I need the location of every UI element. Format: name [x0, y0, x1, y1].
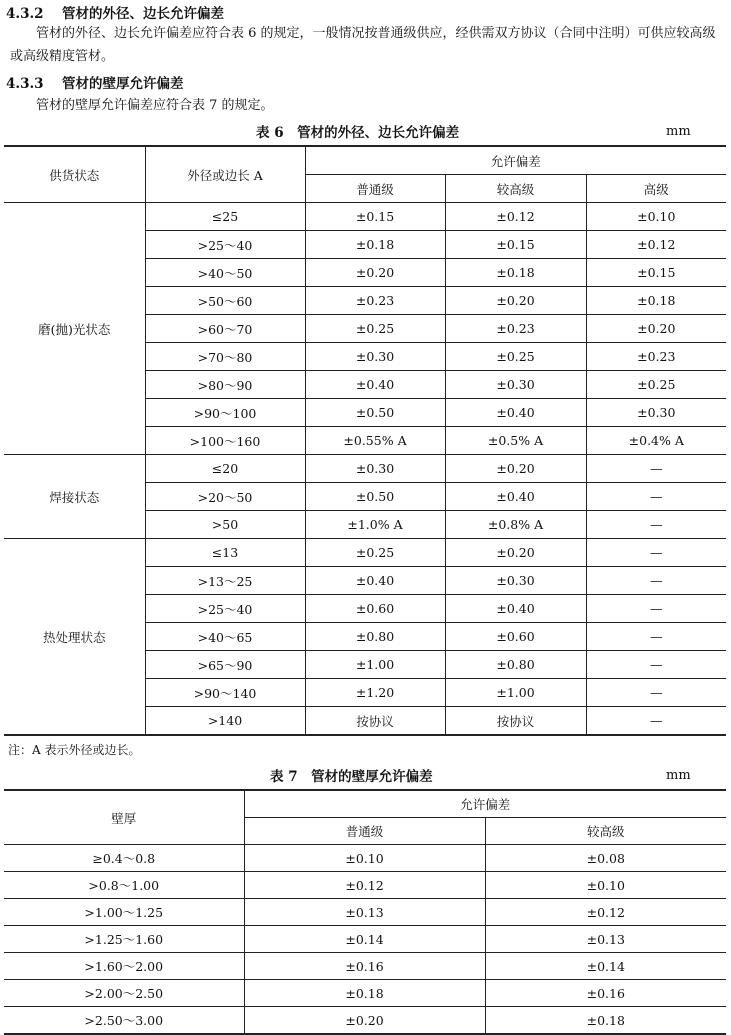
table6-caption: 表 6 管材的外径、边长允许偏差 [256, 125, 460, 141]
high-grade-cell: — [586, 567, 726, 595]
supply-state-cell: 焊接状态 [4, 455, 145, 539]
header-higher-grade: 较高级 [485, 818, 726, 845]
table6-unit: mm [666, 124, 691, 139]
normal-grade-cell: ±0.25 [305, 315, 445, 343]
wall-thickness-cell: >1.25～1.60 [4, 926, 244, 953]
high-grade-cell: — [586, 511, 726, 539]
normal-grade-cell: ±0.50 [305, 483, 445, 511]
section-heading-4-3-2 [6, 2, 224, 22]
header-wall-thickness: 壁厚 [4, 790, 244, 845]
high-grade-cell: ±0.15 [586, 259, 726, 287]
higher-grade-cell: ±0.20 [445, 287, 586, 315]
wall-thickness-cell: >0.8～1.00 [4, 872, 244, 899]
header-normal-grade: 普通级 [305, 175, 445, 203]
high-grade-cell: ±0.23 [586, 343, 726, 371]
supply-state-cell: 磨(抛)光状态 [4, 203, 145, 455]
wall-thickness-cell: >2.00～2.50 [4, 980, 244, 1007]
table7-wall-thickness-tolerance [4, 789, 726, 1035]
high-grade-cell: — [586, 679, 726, 707]
normal-grade-cell: ±0.10 [244, 845, 485, 872]
table6-note: 注：A 表示外径或边长。 [8, 743, 141, 757]
table-row [4, 980, 726, 1007]
normal-grade-cell: ±0.55% A [305, 427, 445, 455]
higher-grade-cell: ±0.20 [445, 455, 586, 483]
high-grade-cell: ±0.10 [586, 203, 726, 231]
normal-grade-cell: ±0.60 [305, 595, 445, 623]
higher-grade-cell: ±0.40 [445, 483, 586, 511]
table-row [4, 872, 726, 899]
header-supply-state: 供货状态 [4, 146, 145, 203]
high-grade-cell: — [586, 707, 726, 736]
normal-grade-cell: ±0.16 [244, 953, 485, 980]
outer-diameter-cell: ≤25 [145, 203, 305, 231]
higher-grade-cell: ±0.60 [445, 623, 586, 651]
header-higher-grade: 较高级 [445, 175, 586, 203]
header-outer-diameter: 外径或边长 A [145, 146, 305, 203]
normal-grade-cell: ±0.20 [244, 1007, 485, 1035]
normal-grade-cell: ±0.18 [305, 231, 445, 259]
high-grade-cell: — [586, 455, 726, 483]
table7-caption: 表 7 管材的壁厚允许偏差 [270, 769, 433, 785]
high-grade-cell: ±0.18 [586, 287, 726, 315]
higher-grade-cell: ±0.5% A [445, 427, 586, 455]
outer-diameter-cell: >100～160 [145, 427, 305, 455]
higher-grade-cell: ±0.18 [485, 1007, 726, 1035]
normal-grade-cell: ±1.20 [305, 679, 445, 707]
high-grade-cell: — [586, 651, 726, 679]
higher-grade-cell: ±0.40 [445, 595, 586, 623]
normal-grade-cell: ±0.40 [305, 567, 445, 595]
outer-diameter-cell: >50 [145, 511, 305, 539]
outer-diameter-cell: ≤20 [145, 455, 305, 483]
high-grade-cell: ±0.12 [586, 231, 726, 259]
outer-diameter-cell: >65～90 [145, 651, 305, 679]
normal-grade-cell: ±0.30 [305, 343, 445, 371]
header-tolerance: 允许偏差 [305, 146, 726, 175]
table-row [4, 1007, 726, 1035]
table-row [4, 203, 726, 231]
table-row [4, 455, 726, 483]
section-title: 管材的外径、边长允许偏差 [62, 6, 224, 22]
higher-grade-cell: ±0.18 [445, 259, 586, 287]
normal-grade-cell: ±1.00 [305, 651, 445, 679]
outer-diameter-cell: >25～40 [145, 595, 305, 623]
section-number: 4.3.3 [6, 76, 44, 92]
outer-diameter-cell: ≤13 [145, 539, 305, 567]
higher-grade-cell: ±0.12 [445, 203, 586, 231]
outer-diameter-cell: >20～50 [145, 483, 305, 511]
paragraph-outer-diameter: 管材的外径、边长允许偏差应符合表 6 的规定，一般情况按普通级供应，经供需双方协议（合同中注明）可供应较高级或高级精度管材。 [10, 26, 716, 64]
wall-thickness-cell: ≥0.4～0.8 [4, 845, 244, 872]
higher-grade-cell: 按协议 [445, 707, 586, 736]
table-row [4, 926, 726, 953]
high-grade-cell: ±0.4% A [586, 427, 726, 455]
normal-grade-cell: ±0.40 [305, 371, 445, 399]
outer-diameter-cell: >90～100 [145, 399, 305, 427]
outer-diameter-cell: >60～70 [145, 315, 305, 343]
header-normal-grade: 普通级 [244, 818, 485, 845]
header-tolerance: 允许偏差 [244, 790, 726, 818]
higher-grade-cell: ±0.30 [445, 371, 586, 399]
high-grade-cell: ±0.20 [586, 315, 726, 343]
supply-state-cell: 热处理状态 [4, 539, 145, 736]
wall-thickness-cell: >2.50～3.00 [4, 1007, 244, 1035]
outer-diameter-cell: >90～140 [145, 679, 305, 707]
higher-grade-cell: ±1.00 [445, 679, 586, 707]
normal-grade-cell: ±0.30 [305, 455, 445, 483]
higher-grade-cell: ±0.14 [485, 953, 726, 980]
normal-grade-cell: ±0.25 [305, 539, 445, 567]
higher-grade-cell: ±0.8% A [445, 511, 586, 539]
normal-grade-cell: ±0.13 [244, 899, 485, 926]
outer-diameter-cell: >40～65 [145, 623, 305, 651]
table7-unit: mm [666, 768, 691, 783]
high-grade-cell: — [586, 483, 726, 511]
section-title: 管材的壁厚允许偏差 [62, 76, 184, 92]
normal-grade-cell: ±0.14 [244, 926, 485, 953]
normal-grade-cell: ±0.50 [305, 399, 445, 427]
outer-diameter-cell: >25～40 [145, 231, 305, 259]
higher-grade-cell: ±0.16 [485, 980, 726, 1007]
normal-grade-cell: ±0.23 [305, 287, 445, 315]
outer-diameter-cell: >40～50 [145, 259, 305, 287]
table6-outer-diameter-tolerance [4, 145, 726, 736]
normal-grade-cell: ±0.80 [305, 623, 445, 651]
higher-grade-cell: ±0.13 [485, 926, 726, 953]
high-grade-cell: — [586, 595, 726, 623]
outer-diameter-cell: >50～60 [145, 287, 305, 315]
higher-grade-cell: ±0.80 [445, 651, 586, 679]
higher-grade-cell: ±0.10 [485, 872, 726, 899]
higher-grade-cell: ±0.20 [445, 539, 586, 567]
normal-grade-cell: ±1.0% A [305, 511, 445, 539]
normal-grade-cell: 按协议 [305, 707, 445, 736]
higher-grade-cell: ±0.08 [485, 845, 726, 872]
table-row [4, 899, 726, 926]
normal-grade-cell: ±0.18 [244, 980, 485, 1007]
normal-grade-cell: ±0.20 [305, 259, 445, 287]
higher-grade-cell: ±0.15 [445, 231, 586, 259]
normal-grade-cell: ±0.12 [244, 872, 485, 899]
section-heading-4-3-3 [6, 72, 184, 92]
outer-diameter-cell: >70～80 [145, 343, 305, 371]
header-high-grade: 高级 [586, 175, 726, 203]
higher-grade-cell: ±0.25 [445, 343, 586, 371]
outer-diameter-cell: >80～90 [145, 371, 305, 399]
wall-thickness-cell: >1.60～2.00 [4, 953, 244, 980]
table-row [4, 953, 726, 980]
section-number: 4.3.2 [6, 6, 44, 22]
high-grade-cell: — [586, 623, 726, 651]
normal-grade-cell: ±0.15 [305, 203, 445, 231]
outer-diameter-cell: >140 [145, 707, 305, 736]
table-row [4, 539, 726, 567]
higher-grade-cell: ±0.12 [485, 899, 726, 926]
higher-grade-cell: ±0.30 [445, 567, 586, 595]
high-grade-cell: ±0.30 [586, 399, 726, 427]
high-grade-cell: ±0.25 [586, 371, 726, 399]
wall-thickness-cell: >1.00～1.25 [4, 899, 244, 926]
higher-grade-cell: ±0.23 [445, 315, 586, 343]
high-grade-cell: — [586, 539, 726, 567]
outer-diameter-cell: >13～25 [145, 567, 305, 595]
paragraph-wall-thickness: 管材的壁厚允许偏差应符合表 7 的规定。 [36, 98, 274, 113]
higher-grade-cell: ±0.40 [445, 399, 586, 427]
table-row [4, 845, 726, 872]
